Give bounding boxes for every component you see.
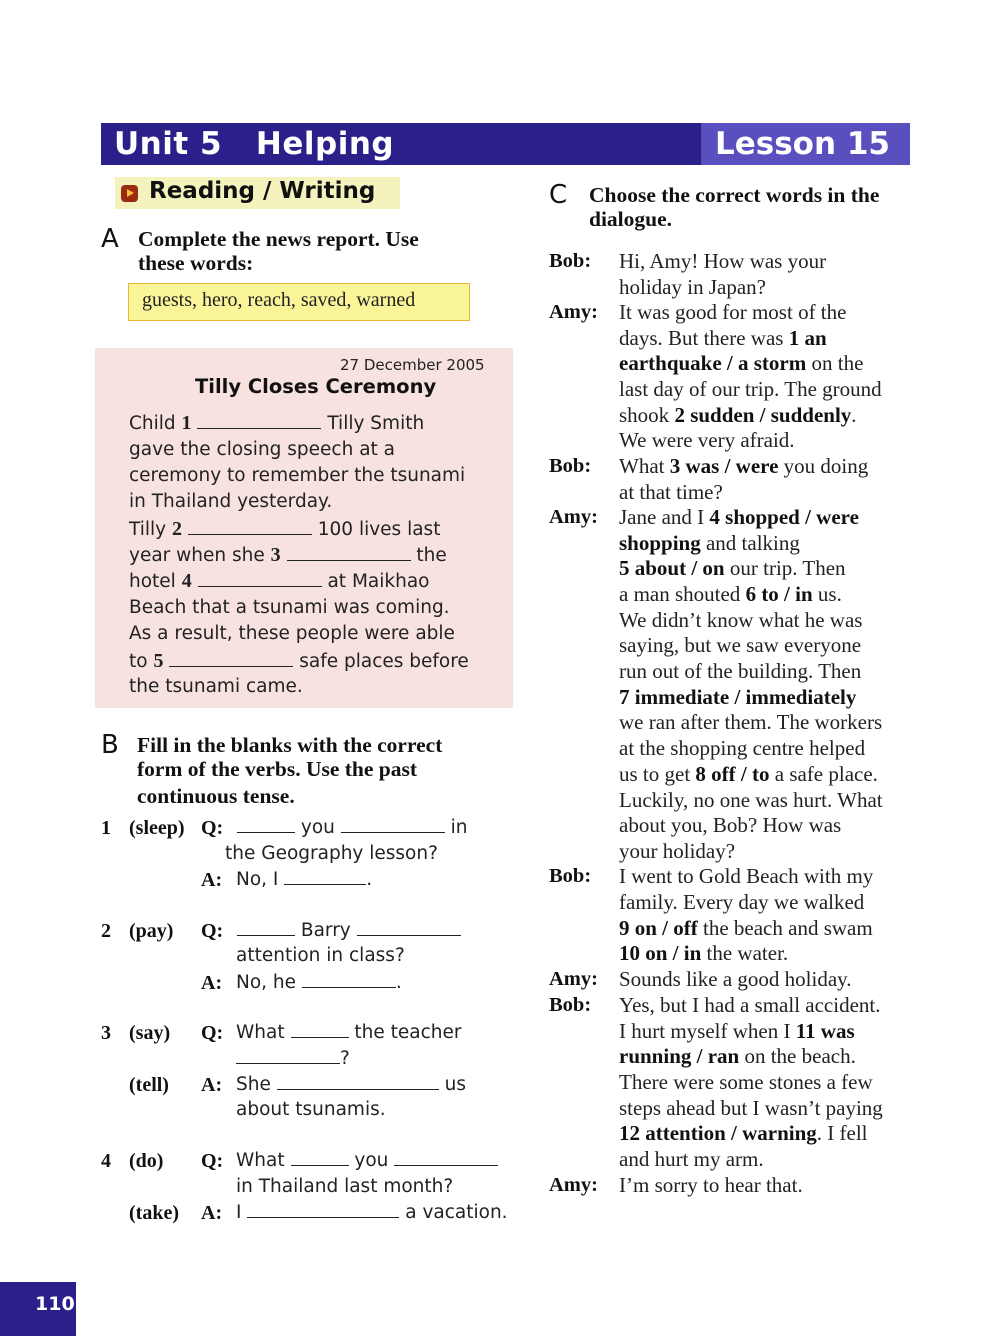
question-label: Q: xyxy=(201,920,224,942)
question-line: ? xyxy=(236,1048,350,1069)
item-verb: (pay) xyxy=(129,920,174,942)
dialogue-line: Hi, Amy! How was your xyxy=(619,249,827,273)
dialogue-line: What 3 was / were you doing xyxy=(619,454,869,478)
question-label: Q: xyxy=(201,1150,224,1172)
dialogue-line: We were very afraid. xyxy=(619,428,795,452)
answer-line: No, I . xyxy=(236,869,373,890)
dialogue-line: run out of the building. Then xyxy=(619,659,862,683)
question-label: Q: xyxy=(201,1022,224,1044)
dialogue-line: holiday in Japan? xyxy=(619,275,766,299)
dialogue-line: earthquake / a storm on the xyxy=(619,351,864,375)
dialogue-line: about you, Bob? How was xyxy=(619,813,842,837)
dialogue-line: family. Every day we walked xyxy=(619,890,865,914)
article-line: hotel 4 at Maikhao xyxy=(129,570,430,592)
dialogue-line: shopping and talking xyxy=(619,531,800,555)
article-line: in Thailand yesterday. xyxy=(129,491,333,512)
dialogue-line: shook 2 sudden / suddenly. xyxy=(619,403,857,427)
question-line: you in xyxy=(237,817,468,838)
answer-line: No, he . xyxy=(236,972,402,993)
article-line: the tsunami came. xyxy=(129,676,303,697)
dialogue-line: We didn’t know what he was xyxy=(619,608,863,632)
item-verb: (do) xyxy=(129,1150,164,1172)
answer-line: She us xyxy=(236,1074,466,1095)
dialogue-line: There were some stones a few xyxy=(619,1070,873,1094)
dialogue-line: 9 on / off the beach and swam xyxy=(619,916,873,940)
page-number: 110 xyxy=(35,1293,75,1315)
article-date: 27 December 2005 xyxy=(340,356,485,374)
dialogue-line: a man shouted 6 to / in us. xyxy=(619,582,842,606)
unit-title: Unit 5 Helping xyxy=(114,126,395,162)
part-b-letter: B xyxy=(101,730,119,760)
part-c-instruction-1: Choose the correct words in the xyxy=(589,183,880,207)
speaker-amy: Amy: xyxy=(549,506,598,528)
speaker-amy: Amy: xyxy=(549,1174,598,1196)
article-line: Child 1 Tilly Smith xyxy=(129,412,425,434)
article-headline: Tilly Closes Ceremony xyxy=(195,375,437,398)
dialogue-line: Yes, but I had a small accident. xyxy=(619,993,881,1017)
part-a-letter: A xyxy=(101,224,119,254)
item-number: 2 xyxy=(101,920,111,942)
speaker-bob: Bob: xyxy=(549,865,592,887)
article-line: ceremony to remember the tsunami xyxy=(129,465,466,486)
dialogue-line: 12 attention / warning. I fell xyxy=(619,1121,868,1145)
lesson-badge xyxy=(701,123,910,165)
answer-label: A: xyxy=(201,1074,223,1096)
item-number: 4 xyxy=(101,1150,111,1172)
dialogue-line: us to get 8 off / to a safe place. xyxy=(619,762,878,786)
part-b-instruction-3: continuous tense. xyxy=(137,784,295,808)
speaker-bob: Bob: xyxy=(549,455,592,477)
dialogue-line: I hurt myself when I 11 was xyxy=(619,1019,855,1043)
dialogue-line: your holiday? xyxy=(619,839,736,863)
answer-line: about tsunamis. xyxy=(236,1099,386,1120)
question-line: Barry xyxy=(237,920,461,941)
dialogue-line: running / ran on the beach. xyxy=(619,1044,856,1068)
item-verb: (tell) xyxy=(129,1074,169,1096)
dialogue-line: 7 immediate / immediately xyxy=(619,685,857,709)
dialogue-line: I went to Gold Beach with my xyxy=(619,864,874,888)
dialogue-line: Jane and I 4 shopped / were xyxy=(619,505,859,529)
answer-label: A: xyxy=(201,869,223,891)
word-list: guests, hero, reach, saved, warned xyxy=(142,289,416,311)
dialogue-line: steps ahead but I wasn’t paying xyxy=(619,1096,883,1120)
part-a-instruction-2: these words: xyxy=(138,251,254,275)
speaker-bob: Bob: xyxy=(549,250,592,272)
dialogue-line: saying, but we saw everyone xyxy=(619,633,862,657)
dialogue-line: It was good for most of the xyxy=(619,300,847,324)
dialogue-line: at that time? xyxy=(619,480,723,504)
dialogue-line: Sounds like a good holiday. xyxy=(619,967,852,991)
answer-label: A: xyxy=(201,972,223,994)
article-line: As a result, these people were able xyxy=(129,623,455,644)
answer-label: A: xyxy=(201,1202,223,1224)
dialogue-line: 5 about / on our trip. Then xyxy=(619,556,846,580)
question-line: What you xyxy=(236,1150,498,1171)
part-b-instruction-1: Fill in the blanks with the correct xyxy=(137,733,443,757)
question-line: What the teacher xyxy=(236,1022,462,1043)
part-a-instruction-1: Complete the news report. Use xyxy=(138,227,419,251)
dialogue-line: Luckily, no one was hurt. What xyxy=(619,788,883,812)
word-box xyxy=(128,283,470,321)
dialogue-line: days. But there was 1 an xyxy=(619,326,827,350)
dialogue-line: last day of our trip. The ground xyxy=(619,377,882,401)
dialogue-line: I’m sorry to hear that. xyxy=(619,1173,803,1197)
question-label: Q: xyxy=(201,817,224,839)
question-line: the Geography lesson? xyxy=(225,843,438,864)
item-verb: (say) xyxy=(129,1022,171,1044)
question-line: in Thailand last month? xyxy=(236,1176,454,1197)
speaker-amy: Amy: xyxy=(549,968,598,990)
article-line: year when she 3 the xyxy=(129,544,447,566)
item-number: 1 xyxy=(101,817,111,839)
item-verb: (take) xyxy=(129,1202,179,1224)
lesson-title: Lesson 15 xyxy=(715,126,890,162)
speaker-bob: Bob: xyxy=(549,994,592,1016)
article-line: gave the closing speech at a xyxy=(129,439,396,460)
part-b-instruction-2: form of the verbs. Use the past xyxy=(137,757,418,781)
article-line: Beach that a tsunami was coming. xyxy=(129,597,450,618)
part-c-instruction-2: dialogue. xyxy=(589,207,673,231)
section-label: Reading / Writing xyxy=(149,178,376,204)
article-line: Tilly 2 100 lives last xyxy=(129,518,441,540)
part-c-letter: C xyxy=(549,180,568,210)
answer-line: I a vacation. xyxy=(236,1202,508,1223)
dialogue-line: at the shopping centre helped xyxy=(619,736,866,760)
item-number: 3 xyxy=(101,1022,111,1044)
dialogue-line: we ran after them. The workers xyxy=(619,710,883,734)
dialogue-line: and hurt my arm. xyxy=(619,1147,764,1171)
play-icon xyxy=(121,185,138,202)
item-verb: (sleep) xyxy=(129,817,185,839)
speaker-amy: Amy: xyxy=(549,301,598,323)
dialogue-line: 10 on / in the water. xyxy=(619,941,789,965)
article-line: to 5 safe places before xyxy=(129,650,469,672)
question-line: attention in class? xyxy=(236,945,405,966)
